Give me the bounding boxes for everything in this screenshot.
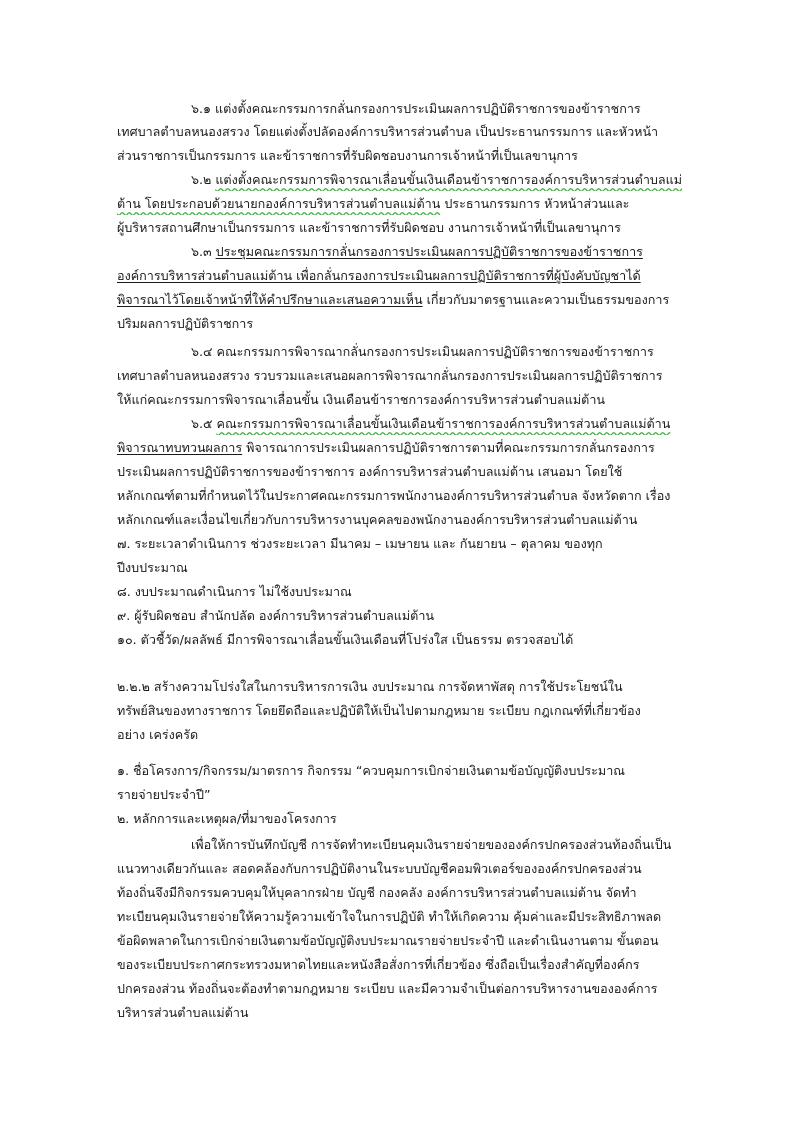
underlined-text: ประชุมคณะกรรมการกลั่นกรองการประเมินผลการปฏิบัติราชการของข้าราชการ <box>215 244 643 259</box>
text-segment: เกี่ยวกับมาตรฐานและความเป็นธรรมของการ <box>422 292 670 307</box>
text-line <box>117 389 701 411</box>
text-line <box>117 808 701 830</box>
text-segment: ทะเบียนคุมเงินรายจ่ายให้ความรู้ความเข้าใจในการปฏิบัติ ทำให้เกิดความ คุ้มค่าและมีประสิทธิภาพลด <box>117 909 662 924</box>
underlined-text: องค์การบริหารส่วนตำบลแม่ต้าน เพื่อกลั่นกรองการประเมินผลการปฏิบัติราชการที่ผู้บังคับบัญชาได้ <box>117 268 641 283</box>
text-segment: บริหารส่วนตำบลแม่ต้าน <box>117 1005 249 1020</box>
text-segment: เทศบาลตำบลหนองสรวง โดยแต่งตั้งปลัดองค์การบริหารส่วนตำบล เป็นประธานกรรมการ และหัวหน้า <box>117 124 659 139</box>
text-segment: ข้อผิดพลาดในการเบิกจ่ายเงินตามข้อบัญญัติงบประมาณรายจ่ายประจำปี และดำเนินงานตาม ขั้นตอน <box>117 933 659 948</box>
text-line <box>117 265 701 287</box>
text-segment: ๖.๕ <box>191 416 217 431</box>
text-line <box>191 98 701 120</box>
underlined-text: พิจารณาไว้โดยเจ้าหน้าที่ให้คำปรึกษาและเสนอความเห็น <box>117 292 423 307</box>
text-segment: หลักเกณฑ์และเงื่อนไขเกี่ยวกับการบริหารงานบุคคลของพนักงานองค์การบริหารส่วนตำบลแม่ต้าน <box>117 512 638 527</box>
text-line <box>117 978 701 1000</box>
text-segment: ๘. งบประมาณดำเนินการ ไม่ใช้งบประมาณ <box>117 584 352 599</box>
text-line <box>117 882 701 904</box>
text-line <box>117 217 701 239</box>
text-line <box>117 724 701 746</box>
underlined-text: คณะกรรมการพิจารณาเลื่อนขั้นเงินเดือนข้าราชการองค์การบริหารส่วนตำบลแม่ต้าน <box>216 416 671 431</box>
text-segment: ๖.๔ คณะกรรมการพิจารณากลั่นกรองการประเมินผลการปฏิบัติราชการของข้าราชการ <box>191 344 654 359</box>
text-segment: ปีงบประมาณ <box>117 560 188 575</box>
text-segment: ปริมผลการปฏิบัติราชการ <box>117 316 254 331</box>
text-line <box>117 437 701 459</box>
text-segment: ๒.๒.๒ สร้างความโปร่งใสในการบริหารการเงิน งบประมาณ การจัดหาพัสดุ การใช้ประโยชน์ใน <box>117 679 623 694</box>
text-line <box>117 784 701 806</box>
text-segment: ผู้บริหารสถานศึกษาเป็นกรรมการ และข้าราชการที่รับผิดชอบ งานการเจ้าหน้าที่เป็นเลขานุการ <box>117 220 621 235</box>
text-line <box>117 193 701 215</box>
text-line <box>117 700 701 722</box>
underlined-text: ต้าน โดยประกอบด้วยนายกองค์การบริหารส่วนตำบลแม่ต้าน <box>117 196 441 211</box>
text-segment: ของระเบียบประกาศกระทรวงมหาดไทยและหนังสือสั่งการที่เกี่ยวข้อง ซึ่งถือเป็นเรื่องสำคัญที่องค์กร <box>117 957 640 972</box>
text-line <box>117 605 701 627</box>
underlined-text: แต่งตั้งคณะกรรมการพิจารณาเลื่อนขั้นเงินเดือนข้าราชการองค์การบริหารส่วนตำบลแม่ <box>215 172 683 187</box>
text-segment: แนวทางเดียวกันและ สอดคล้องกับการปฏิบัติงานในระบบบัญชีคอมพิวเตอร์ขององค์กรปกครองส่วน <box>117 861 642 876</box>
text-segment: ให้แก่คณะกรรมการพิจารณาเลื่อนขั้น เงินเดือนข้าราชการองค์การบริหารส่วนตำบลแม่ต้าน <box>117 392 606 407</box>
text-segment: หลักเกณฑ์ตามที่กำหนดไว้ในประกาศคณะกรรมการพนักงานองค์การบริหารส่วนตำบล จังหวัดตาก เรื่อง <box>117 488 671 503</box>
text-segment: ๑. ชื่อโครงการ/กิจกรรม/มาตรการ กิจกรรม “ควบคุมการเบิกจ่ายเงินตามข้อบัญญัติงบประมาณ <box>117 763 625 778</box>
text-segment: ทรัพย์สินของทางราชการ โดยยึดถือและปฏิบัติให้เป็นไปตามกฎหมาย ระเบียบ กฎเกณฑ์ที่เกี่ยวข้อง <box>117 703 641 718</box>
text-segment: เทศบาลตำบลหนองสรวง รวบรวมและเสนอผลการพิจารณากลั่นกรองการประเมินผลการปฏิบัติราชการ <box>117 368 663 383</box>
text-line <box>117 485 701 507</box>
text-line <box>117 581 701 603</box>
text-line <box>191 341 701 363</box>
text-line <box>117 365 701 387</box>
text-segment: ท้องถิ่นจึงมีกิจกรรมควบคุมให้บุคลากรฝ่าย บัญชี กองคลัง องค์การบริหารส่วนตำบลแม่ต้าน จัดทำ <box>117 885 637 900</box>
text-segment: อย่าง เคร่งครัด <box>117 727 199 742</box>
text-line <box>117 676 701 698</box>
text-segment: ๖.๑ แต่งตั้งคณะกรรมการกลั่นกรองการประเมินผลการปฏิบัติราชการของข้าราชการ <box>191 101 641 116</box>
underlined-text: พิจารณาทบทวนผลการ <box>117 440 243 455</box>
text-segment: พิจารณาการประเมินผลการปฏิบัติราชการตามที่คณะกรรมการกลั่นกรองการ <box>242 440 655 455</box>
text-line <box>191 413 701 435</box>
text-line <box>117 557 701 579</box>
text-line <box>117 145 701 167</box>
text-line <box>117 509 701 531</box>
text-line <box>117 858 701 880</box>
text-line <box>117 289 701 311</box>
text-segment: รายจ่ายประจำปี” <box>117 787 211 802</box>
text-segment: ๖.๓ <box>191 244 216 259</box>
text-line <box>117 313 701 335</box>
text-segment: ๖.๒ <box>191 172 216 187</box>
text-segment: ส่วนราชการเป็นกรรมการ และข้าราชการที่รับผิดชอบงานการเจ้าหน้าที่เป็นเลขานุการ <box>117 148 578 163</box>
text-line <box>117 954 701 976</box>
text-segment: ประเมินผลการปฏิบัติราชการของข้าราชการ องค์การบริหารส่วนตำบลแม่ต้าน เสนอมา โดยใช้ <box>117 464 623 479</box>
text-segment: ๗. ระยะเวลาดำเนินการ ช่วงระยะเวลา มีนาคม – เมษายน และ กันยายน – ตุลาคม ของทุก <box>117 536 603 551</box>
text-line <box>191 834 701 856</box>
text-segment: ๒. หลักการและเหตุผล/ที่มาของโครงการ <box>117 811 337 826</box>
text-line <box>117 121 701 143</box>
text-line <box>117 760 701 782</box>
text-line <box>117 629 701 651</box>
text-line <box>117 930 701 952</box>
text-line <box>191 169 701 191</box>
text-segment: เพื่อให้การบันทึกบัญชี การจัดทำทะเบียนคุมเงินรายจ่ายขององค์กรปกครองส่วนท้องถิ่นเป็น <box>191 837 672 852</box>
text-segment: ๑๐. ตัวชี้วัด/ผลลัพธ์ มีการพิจารณาเลื่อนขั้นเงินเดือนที่โปร่งใส เป็นธรรม ตรวจสอบได้ <box>117 632 574 647</box>
text-line <box>117 1002 701 1024</box>
text-line <box>117 906 701 928</box>
text-line <box>117 461 701 483</box>
text-line <box>117 533 701 555</box>
text-segment: ปกครองส่วน ท้องถิ่นจะต้องทำตามกฎหมาย ระเบียบ และมีความจำเป็นต่อการบริหารงานขององค์การ <box>117 981 658 996</box>
text-line <box>191 241 701 263</box>
text-segment: ประธานกรรมการ หัวหน้าส่วนและ <box>440 196 630 211</box>
text-segment: ๙. ผู้รับผิดชอบ สำนักปลัด องค์การบริหารส่วนตำบลแม่ต้าน <box>117 608 435 623</box>
